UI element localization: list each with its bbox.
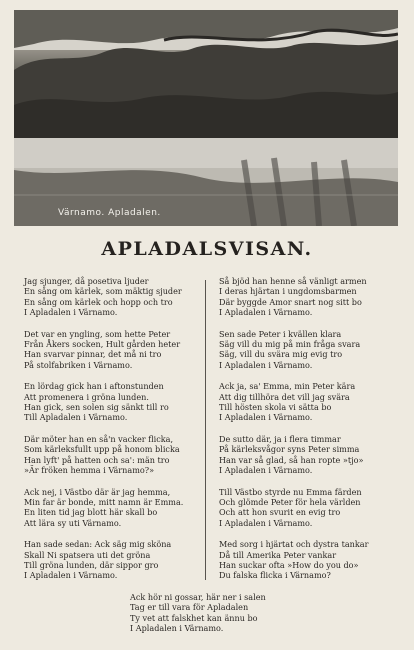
verse-line: Att promenera i gröna lunden. <box>24 391 149 402</box>
verse-line: Att dig tillhöra det vill jag svära <box>219 391 350 402</box>
verse-line: I deras hjärtan i ungdomsbarmen <box>219 286 357 297</box>
verse-line: Säg, vill du svära mig evig tro <box>219 349 343 360</box>
verse-line: Han svarvar pinnar, det må ni tro <box>24 349 162 360</box>
verse-line: I Apladalen i Värnamo. <box>219 517 313 528</box>
verse-line: Säg vill du mig på min fråga svara <box>219 338 361 349</box>
verse-line: Sen sade Peter i kvällen klara <box>219 328 342 339</box>
verse-line: Han var så glad, så han ropte »tjo» <box>219 454 364 465</box>
photo-caption: Värnamo. Apladalen. <box>58 208 161 218</box>
verse-line: Där möter han en så'n vacker flicka, <box>24 434 174 445</box>
verse-line: Så bjöd han henne så vänligt armen <box>219 276 367 286</box>
verse-line: Han gick, sen solen sig sänkt till ro <box>24 401 169 412</box>
verse-line: Och att hon svurit en evig tro <box>219 507 341 518</box>
right-verse-column <box>219 276 401 592</box>
verse-line: En sång om kärlek, som mäktig sjuder <box>24 286 182 297</box>
verse-line: Där byggde Amor snart nog sitt bo <box>219 296 362 307</box>
verse-line: Med sorg i hjärtat och dystra tankar <box>219 539 369 550</box>
verse-line: Tag er till vara för Apladalen <box>130 602 249 613</box>
verse-line: Ack hör ni gossar, här ner i salen <box>130 592 266 602</box>
verse-line: I Apladalen i Värnamo. <box>219 359 313 370</box>
verse-line: »Är fröken hemma i Värnamo?» <box>24 464 155 475</box>
verse-line: Till Västbo styrde nu Emma färden <box>219 486 362 497</box>
left-verse-column <box>24 276 206 592</box>
verse-line: På kärleksvågor syns Peter simma <box>219 444 360 455</box>
verse-line: I Apladalen i Värnamo. <box>219 306 313 317</box>
verse-stanza <box>24 276 206 317</box>
verse-line: Skall Ni spatsera uti det gröna <box>24 549 151 560</box>
verse-line: Till hösten skola vi sätta bo <box>219 401 332 412</box>
verse-stanza <box>24 381 206 422</box>
verse-line: I Apladalen i Värnamo. <box>219 412 313 423</box>
verse-stanza <box>219 381 401 422</box>
verse-line: Från Åkers socken, Hult gården heter <box>24 338 181 349</box>
verse-line: I Apladalen i Värnamo. <box>219 464 313 475</box>
verse-line: Det var en yngling, som hette Peter <box>24 328 171 339</box>
verse-stanza <box>219 434 401 475</box>
verse-line: Till gröna lunden, där sippor gro <box>24 560 159 571</box>
lake-scene-illustration <box>14 10 398 226</box>
verse-line: Ack nej, i Västbo där är jag hemma, <box>24 486 171 497</box>
verse-line: De sutto där, ja i flera timmar <box>219 434 341 445</box>
verse-line: En lördag gick han i aftonstunden <box>24 381 164 392</box>
verse-stanza <box>219 487 401 528</box>
verse-line: Att lära sy uti Värnamo. <box>24 517 122 528</box>
verse-line: Han lyft' på hatten och sa': män tro <box>24 454 170 465</box>
verse-line: Och glömde Peter för hela världen <box>219 497 361 508</box>
verse-line: Som kärleksfullt upp på honom blicka <box>24 444 180 455</box>
verse-line: I Apladalen i Värnamo. <box>24 570 118 581</box>
verse-stanza <box>24 434 206 475</box>
verse-line: Han sade sedan: Ack säg mig sköna <box>24 539 172 550</box>
verse-stanza <box>219 329 401 370</box>
verse-line: Jag sjunger, då posetiva ljuder <box>24 276 149 286</box>
lake-photo <box>14 10 398 226</box>
verse-line: En sång om kärlek och hopp och tro <box>24 296 173 307</box>
verse-line: Ty vet att falskhet kan ännu bo <box>130 612 258 623</box>
verse-line: En liten tid jag blott här skall bo <box>24 507 158 518</box>
verse-line: Ack ja, sa' Emma, min Peter kära <box>219 381 356 392</box>
final-stanza <box>130 592 330 633</box>
verse-stanza <box>24 487 206 528</box>
verse-line: I Apladalen i Värnamo. <box>24 306 118 317</box>
verse-stanza <box>24 329 206 370</box>
verse-line: Han suckar ofta »How do you do» <box>219 560 359 571</box>
verse-stanza <box>24 539 206 580</box>
verse-stanza <box>219 276 401 317</box>
verse-line: På stolfabriken i Värnamo. <box>24 359 133 370</box>
verse-line: Då till Amerika Peter vankar <box>219 549 337 560</box>
column-divider <box>205 280 206 580</box>
verse-line: Du falska flicka i Värnamo? <box>219 570 331 581</box>
verse-stanza <box>219 539 401 580</box>
verse-line: I Apladalen i Värnamo. <box>130 622 224 633</box>
verse-line: Till Apladalen i Värnamo. <box>24 412 128 423</box>
verse-line: Min far är bonde, mitt namn är Emma. <box>24 497 184 508</box>
song-title: APLADALSVISAN. <box>101 238 313 260</box>
